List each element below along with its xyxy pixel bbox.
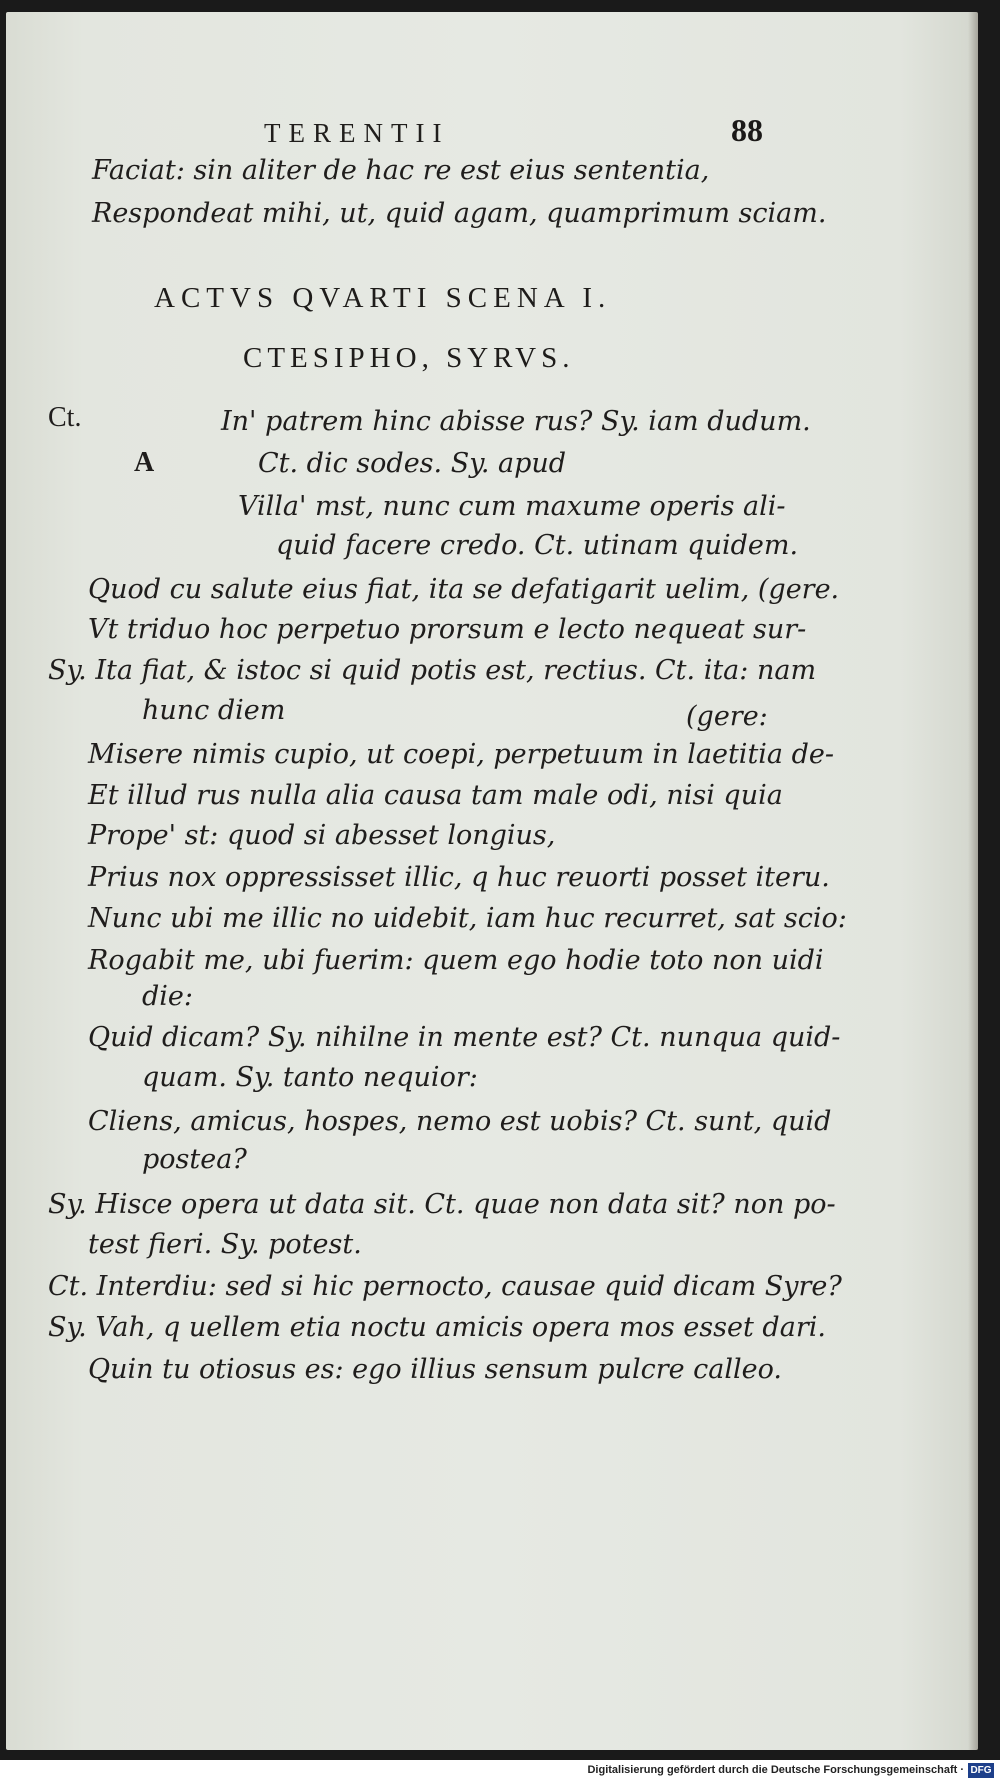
text-line: Ct. Interdiu: sed si hic pernocto, causae quid dicam Syre? [48,1271,842,1302]
text-line: quam. Sy. tanto nequior: [142,1062,478,1093]
speaker-label: Ct. [48,402,82,433]
text-line: hunc diem [142,695,286,726]
text-line: Faciat: sin aliter de hac re est eius sententia, [92,155,710,186]
text-line: test fieri. Sy. potest. [88,1229,362,1260]
dramatis-personae: CTESIPHO, SYRVS. [243,342,575,374]
text-line: Vt triduo hoc perpetuo prorsum e lecto nequeat sur- [88,614,807,645]
text-line: quid facere credo. Ct. utinam quidem. [276,530,799,561]
text-line: Et illud rus nulla alia causa tam male odi, nisi quia [88,780,783,811]
text-line: Sy. Hisce opera ut data sit. Ct. quae non data sit? non po- [48,1189,836,1220]
act-scene-heading: ACTVS QVARTI SCENA I. [154,282,612,314]
text-line: Sy. Vah, q uellem etia noctu amicis opera mos esset dari. [48,1312,826,1343]
text-line: Prope' st: quod si abesset longius, [88,820,556,851]
text-line: Sy. Ita fiat, & istoc si quid potis est, rectius. Ct. ita: nam [48,655,817,686]
text-line: Rogabit me, ubi fuerim: quem ego hodie toto non uidi [88,945,824,976]
text-line: Quod cu salute eius fiat, ita se defatigarit uelim, (gere. [88,574,840,605]
marginal-letter: A [134,447,155,478]
text-line: postea? [142,1144,247,1175]
text-line: Misere nimis cupio, ut coepi, perpetuum in laetitia de- [88,739,834,770]
text-line: Nunc ubi me illic no uidebit, iam huc recurret, sat scio: [88,903,847,934]
text-line: die: [142,981,193,1012]
text-line: Villa' mst, nunc cum maxume operis ali- [238,491,786,522]
dfg-logo-icon: DFG [968,1763,994,1778]
running-head: TERENTII [264,118,450,148]
text-line: Respondeat mihi, ut, quid agam, quamprimum sciam. [92,198,827,229]
page-edge-shadow [968,12,978,1750]
text-line: Quin tu otiosus es: ego illius sensum pulcre calleo. [88,1354,782,1385]
text-line: Ct. dic sodes. Sy. apud [258,448,567,479]
text-line: (gere: [686,701,768,732]
digitization-footer [0,1760,1000,1783]
text-line: Cliens, amicus, hospes, nemo est uobis? Ct. sunt, quid [88,1106,832,1137]
text-line: Quid dicam? Sy. nihilne in mente est? Ct. nunqua quid- [88,1022,841,1053]
text-line: In' patrem hinc abisse rus? Sy. iam dudum. [221,406,811,437]
funding-credit: Digitalisierung gefördert durch die Deutsche Forschungsgemeinschaft · [587,1764,964,1776]
book-page [6,12,978,1750]
folio-number: 88 [731,112,763,148]
text-line: Prius nox oppressisset illic, q huc reuorti posset iteru. [88,862,830,893]
